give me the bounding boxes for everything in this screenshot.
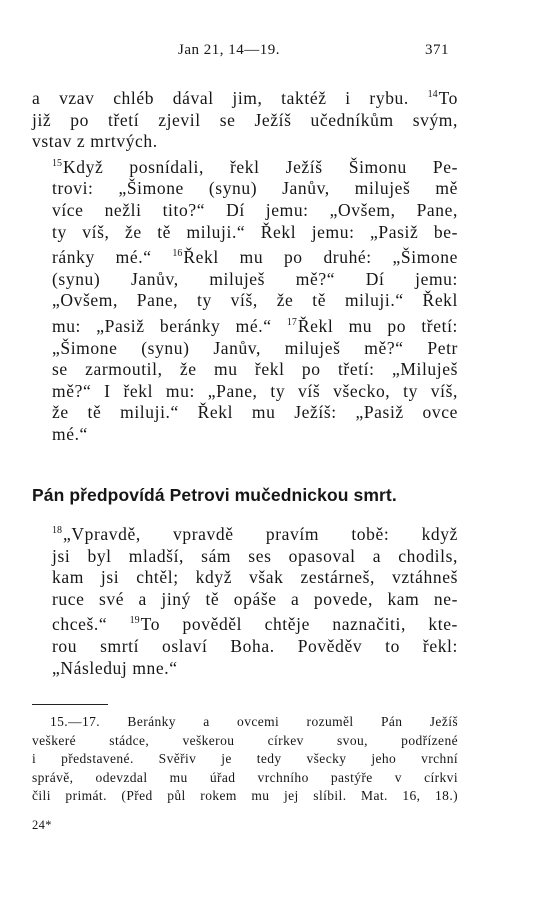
- text-segment: ty víš, že tě miluji.“ Řekl jemu: „Pasiž be-: [52, 221, 458, 242]
- paragraph: [32, 520, 458, 679]
- text-line: [32, 110, 458, 132]
- verse-number: 15: [52, 157, 62, 169]
- verse-number: 16: [172, 248, 183, 260]
- text-line: [32, 610, 458, 636]
- text-line: [32, 359, 458, 381]
- footnote-rule: [32, 704, 108, 705]
- text-segment: více nežli tito?“ Dí jemu: „Ovšem, Pane,: [52, 199, 458, 220]
- text-line: [32, 222, 458, 244]
- text-line: [32, 424, 458, 446]
- verse-number: 14: [427, 89, 438, 100]
- text-segment: mu: „Pasiž beránky mé.“: [52, 315, 287, 336]
- text-line: [32, 312, 458, 338]
- section-heading: Pán předpovídá Petrovi mučednickou smrt.: [32, 485, 397, 505]
- chapter-reference: Jan 21, 14—19.: [178, 42, 280, 58]
- text-segment: již po třetí zjevil se Ježíš učedníkům svým,: [32, 109, 458, 130]
- text-line: [32, 658, 458, 680]
- footnote-line: 15.—17. Beránky a ovcemi rozuměl Pán Ježíš: [50, 714, 458, 729]
- text-segment: ruce své a jiný tě opáše a povede, kam ne-: [52, 588, 458, 609]
- text-segment: „Následuj mne.“: [52, 657, 178, 678]
- text-line: [32, 520, 458, 546]
- running-head: [0, 42, 546, 66]
- page-number: 371: [425, 42, 449, 58]
- text-line: [32, 84, 458, 110]
- text-line: [32, 589, 458, 611]
- main-text: [32, 84, 458, 446]
- text-segment: vstav z mrtvých.: [32, 131, 158, 152]
- footnote-line: i představené. Svěřiv je tedy všecky jeho vrchní: [32, 751, 458, 766]
- text-line: [32, 567, 458, 589]
- verse-number: 17: [286, 316, 297, 328]
- footnote-line: veškeré stádce, veškerou církev svou, podřízené: [32, 732, 458, 748]
- text-line: [32, 200, 458, 222]
- text-line: [32, 243, 458, 269]
- text-line: [32, 153, 458, 179]
- text-segment: mě?“ I řekl mu: „Pane, ty víš všecko, ty víš,: [52, 380, 458, 401]
- text-segment: (synu) Janův, miluješ mě?“ Dí jemu:: [52, 268, 458, 289]
- paragraph: [32, 84, 458, 153]
- footnote-line: správě, odevzdal mu úřad vrchního pastýře v církvi: [32, 769, 458, 785]
- text-segment: ránky mé.“: [52, 247, 173, 268]
- text-segment: „Ovšem, Pane, ty víš, že tě miluji.“ Řekl: [52, 290, 458, 311]
- text-segment: se zarmoutil, že mu řekl po třetí: „Miluješ: [52, 359, 458, 380]
- text-line: [32, 131, 458, 153]
- text-segment: To: [438, 88, 458, 108]
- text-segment: „Vpravdě, vpravdě pravím tobě: když: [63, 524, 458, 544]
- main-text-continued: [32, 520, 458, 679]
- text-line: [32, 636, 458, 658]
- text-segment: rou smrtí oslaví Boha. Pověděv to řekl:: [52, 635, 458, 656]
- text-line: [32, 338, 458, 360]
- paragraph: [32, 153, 458, 446]
- text-line: [32, 290, 458, 312]
- text-line: [32, 546, 458, 568]
- text-segment: Řekl mu po třetí:: [297, 315, 458, 336]
- footnote-line: čili primát. (Před půl rokem mu jej slíbil. Mat. 16, 18.): [32, 788, 458, 803]
- text-segment: jsi byl mladší, sám ses opasoval a chodils,: [52, 545, 458, 566]
- text-segment: a vzav chléb dával jim, taktéž i rybu.: [32, 88, 428, 108]
- text-segment: mé.“: [52, 423, 88, 444]
- text-segment: trovi: „Šimone (synu) Janův, miluješ mě: [52, 178, 458, 199]
- text-segment: Když posnídali, řekl Ježíš Šimonu Pe-: [63, 156, 458, 177]
- text-segment: že tě miluji.“ Řekl mu Ježíš: „Pasiž ovce: [52, 402, 458, 423]
- text-line: [32, 269, 458, 291]
- text-segment: „Šimone (synu) Janův, miluješ mě?“ Petr: [52, 337, 458, 358]
- text-segment: Řekl mu po druhé: „Šimone: [183, 247, 458, 268]
- text-segment: chceš.“: [52, 614, 130, 635]
- verse-number: 18: [52, 525, 62, 536]
- verse-number: 19: [129, 615, 140, 627]
- signature-mark: 24*: [32, 818, 52, 832]
- text-line: [32, 178, 458, 200]
- text-line: [32, 402, 458, 424]
- text-line: [32, 381, 458, 403]
- text-segment: kam jsi chtěl; když však zestárneš, vztáhneš: [52, 567, 458, 588]
- text-segment: To pověděl chtěje naznačiti, kte-: [140, 614, 458, 635]
- footnote: [32, 713, 458, 806]
